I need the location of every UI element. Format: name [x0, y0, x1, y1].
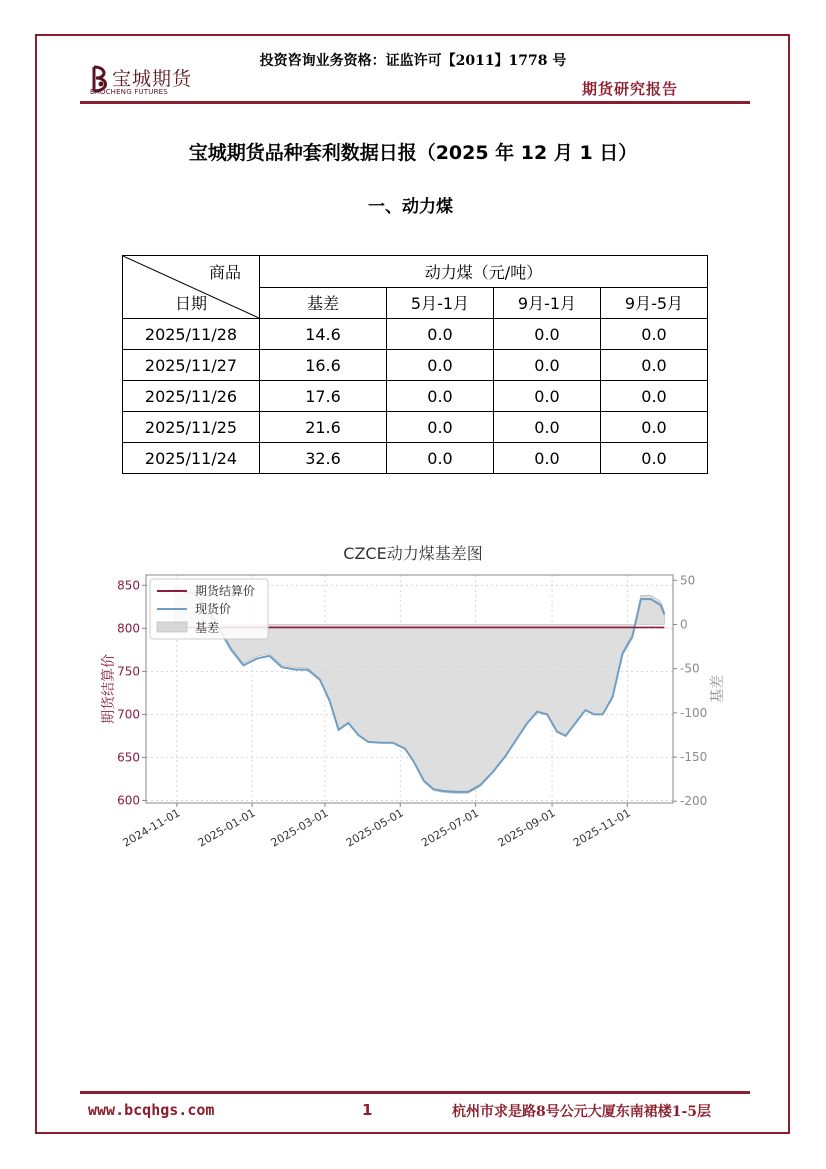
table-row — [123, 443, 708, 474]
value-cell: 0.0 — [601, 381, 708, 412]
x-tick-label: 2025-01-01 — [195, 806, 258, 850]
y-tick-label: 600 — [117, 793, 140, 808]
footer-address: 杭州市求是路8号公元大厦东南裙楼1-5层 — [452, 1104, 712, 1120]
header-divider — [80, 101, 750, 104]
x-tick-label: 2025-11-01 — [570, 806, 633, 850]
corner-label-commodity: 商品 — [208, 263, 241, 282]
legend-swatch-basis — [157, 622, 187, 632]
basis-chart — [0, 560, 826, 860]
value-cell: 0.0 — [387, 412, 494, 443]
y-tick-label: 800 — [117, 621, 140, 636]
y-tick-label: 700 — [117, 707, 140, 722]
chart-title: CZCE动力煤基差图 — [343, 544, 483, 563]
qualification-line: 投资咨询业务资格：证监许可【2011】1778 号 — [259, 53, 567, 69]
y2-axis-label: 基差 — [710, 675, 726, 703]
value-cell: 0.0 — [601, 412, 708, 443]
group-header: 动力煤（元/吨） — [260, 256, 708, 288]
logo-text-en: BAOCHENG FUTURES — [90, 88, 168, 96]
value-cell: 0.0 — [387, 350, 494, 381]
table-row — [123, 350, 708, 381]
spread-table — [122, 255, 708, 474]
y2-tick-label: 50 — [680, 573, 696, 588]
table-row — [123, 412, 708, 443]
value-cell: 0.0 — [601, 350, 708, 381]
value-cell: 14.6 — [260, 319, 387, 350]
value-cell: 0.0 — [387, 443, 494, 474]
value-cell: 0.0 — [494, 443, 601, 474]
value-cell: 0.0 — [387, 319, 494, 350]
y-tick-label: 750 — [117, 664, 140, 679]
x-tick-label: 2025-07-01 — [419, 806, 482, 850]
value-cell: 17.6 — [260, 381, 387, 412]
value-cell: 16.6 — [260, 350, 387, 381]
x-tick-label: 2024-11-01 — [120, 806, 183, 850]
y2-tick-label: -50 — [680, 661, 700, 676]
y2-tick-label: -200 — [680, 794, 708, 809]
value-cell: 32.6 — [260, 443, 387, 474]
x-tick-label: 2025-09-01 — [495, 806, 558, 850]
value-cell: 21.6 — [260, 412, 387, 443]
date-cell: 2025/11/27 — [123, 350, 260, 381]
date-cell: 2025/11/26 — [123, 381, 260, 412]
date-cell: 2025/11/28 — [123, 319, 260, 350]
x-tick-label: 2025-03-01 — [268, 806, 331, 850]
column-header: 9月-5月 — [601, 287, 708, 319]
footer-divider — [80, 1091, 750, 1094]
y2-tick-label: -150 — [680, 750, 708, 765]
corner-label-date: 日期 — [175, 294, 208, 313]
legend-label: 基差 — [195, 621, 220, 635]
column-header: 9月-1月 — [494, 287, 601, 319]
y-axis-label: 期货结算价 — [101, 654, 117, 724]
column-header: 基差 — [260, 287, 387, 319]
value-cell: 0.0 — [387, 381, 494, 412]
report-type: 期货研究报告 — [582, 80, 679, 98]
corner-cell — [123, 256, 260, 319]
y2-tick-label: -100 — [680, 705, 708, 720]
table-row — [123, 381, 708, 412]
value-cell: 0.0 — [494, 319, 601, 350]
y2-tick-label: 0 — [680, 617, 688, 632]
column-header: 5月-1月 — [387, 287, 494, 319]
legend-label: 现货价 — [195, 602, 232, 616]
table-header-row — [123, 256, 708, 288]
date-cell: 2025/11/25 — [123, 412, 260, 443]
value-cell: 0.0 — [494, 412, 601, 443]
value-cell: 0.0 — [494, 381, 601, 412]
section-heading: 一、动力煤 — [368, 197, 453, 217]
page-number: 1 — [362, 1101, 373, 1119]
y-tick-label: 850 — [117, 578, 140, 593]
legend-label: 期货结算价 — [195, 584, 256, 598]
x-tick-label: 2025-05-01 — [343, 806, 406, 850]
value-cell: 0.0 — [601, 319, 708, 350]
table-row — [123, 319, 708, 350]
footer-url: www.bcqhgs.com — [88, 1101, 215, 1119]
date-cell: 2025/11/24 — [123, 443, 260, 474]
y-tick-label: 650 — [117, 750, 140, 765]
value-cell: 0.0 — [601, 443, 708, 474]
report-title: 宝城期货品种套利数据日报（2025 年 12 月 1 日） — [188, 142, 638, 164]
value-cell: 0.0 — [494, 350, 601, 381]
logo-text-cn: 宝城期货 — [112, 68, 193, 90]
